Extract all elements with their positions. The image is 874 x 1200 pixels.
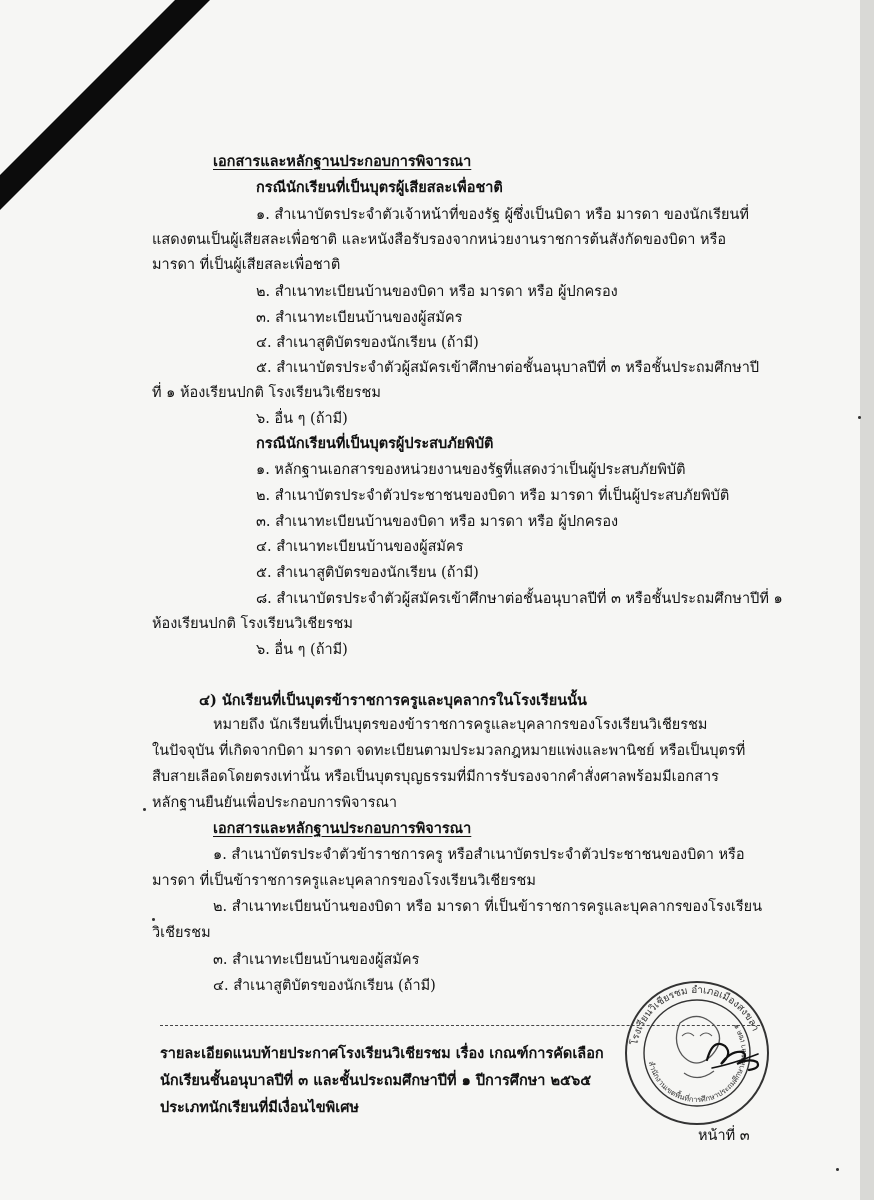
docs-heading: เอกสารและหลักฐานประกอบการพิจารณา — [213, 820, 472, 837]
definition-line: สืบสายเลือดโดยตรงเท่านั้น หรือเป็นบุตรบุญธรรมที่มีการรับรองจากคำสั่งศาลพร้อมมีเอกสาร — [152, 769, 719, 785]
case-b-item: ๔. สำเนาทะเบียนบ้านของผู้สมัคร — [256, 539, 464, 555]
case-a-item: ๕. สำเนาบัตรประจำตัวผู้สมัครเข้าศึกษาต่อชั้นอนุบาลปีที่ ๓ หรือชั้นประถมศึกษาปี — [256, 360, 760, 376]
doc-item: ๓. สำเนาทะเบียนบ้านของผู้สมัคร — [213, 952, 420, 968]
case-b-item: ๖. อื่น ๆ (ถ้ามี) — [256, 642, 348, 658]
folded-corner-inner — [0, 0, 175, 175]
case-a-item: ๓. สำเนาทะเบียนบ้านของผู้สมัคร — [256, 310, 463, 326]
scan-speck — [858, 416, 861, 419]
footer-line: รายละเอียดแนบท้ายประกาศโรงเรียนวิเชียรชม เรื่อง เกณฑ์การคัดเลือก — [160, 1045, 604, 1062]
case-b-item: ๕. สำเนาสูติบัตรของนักเรียน (ถ้ามี) — [256, 565, 479, 581]
page-number: หน้าที่ ๓ — [698, 1128, 750, 1144]
definition-line: ในปัจจุบัน ที่เกิดจากบิดา มารดา จดทะเบียนตามประมวลกฎหมายแพ่งและพานิชย์ หรือเป็นบุตรที่ — [152, 743, 746, 759]
case-b-heading: กรณีนักเรียนที่เป็นบุตรผู้ประสบภัยพิบัติ — [256, 435, 494, 452]
case-b-item: ๒. สำเนาบัตรประจำตัวประชาชนของบิดา หรือ มารดา ที่เป็นผู้ประสบภัยพิบัติ — [256, 488, 730, 504]
doc-item: มารดา ที่เป็นข้าราชการครูและบุคลากรของโรงเรียนวิเชียรชม — [152, 873, 536, 889]
doc-item: วิเชียรชม — [152, 925, 211, 941]
case-a-item: มารดา ที่เป็นผู้เสียสละเพื่อชาติ — [152, 257, 341, 273]
case-a-heading: กรณีนักเรียนที่เป็นบุตรผู้เสียสละเพื่อชาติ — [256, 179, 503, 196]
case-a-item: ๔. สำเนาสูติบัตรของนักเรียน (ถ้ามี) — [256, 335, 479, 351]
case-a-item: ๒. สำเนาทะเบียนบ้านของบิดา หรือ มารดา หรือ ผู้ปกครอง — [256, 284, 618, 300]
case-a-item: ๖. อื่น ๆ (ถ้ามี) — [256, 411, 348, 427]
definition-line: หมายถึง นักเรียนที่เป็นบุตรของข้าราชการครูและบุคลากรของโรงเรียนวิเชียรชม — [213, 717, 708, 733]
doc-item: ๔. สำเนาสูติบัตรของนักเรียน (ถ้ามี) — [213, 978, 436, 994]
case-b-item: ๑. หลักฐานเอกสารของหน่วยงานของรัฐที่แสดงว่าเป็นผู้ประสบภัยพิบัติ — [256, 462, 686, 478]
scan-speck — [152, 918, 155, 921]
case-a-item: ๑. สำเนาบัตรประจำตัวเจ้าหน้าที่ของรัฐ ผู้ซึ่งเป็นบิดา หรือ มารดา ของนักเรียนที่ — [256, 207, 749, 223]
school-stamp — [622, 978, 772, 1132]
definition-line: หลักฐานยืนยันเพื่อประกอบการพิจารณา — [152, 795, 398, 811]
footer-line: นักเรียนชั้นอนุบาลปีที่ ๓ และชั้นประถมศึกษาปีที่ ๑ ปีการศึกษา ๒๕๖๕ — [160, 1072, 592, 1089]
case-b-item: ๘. สำเนาบัตรประจำตัวผู้สมัครเข้าศึกษาต่อชั้นอนุบาลปีที่ ๓ หรือชั้นประถมศึกษาปีที่ ๑ — [256, 591, 783, 607]
case-a-item: ที่ ๑ ห้องเรียนปกติ โรงเรียนวิเชียรชม — [152, 385, 381, 401]
scan-speck — [836, 1168, 839, 1171]
doc-item: ๑. สำเนาบัตรประจำตัวข้าราชการครู หรือสำเนาบัตรประจำตัวประชาชนของบิดา หรือ — [213, 847, 745, 863]
case-b-item: ห้องเรียนปกติ โรงเรียนวิเชียรชม — [152, 616, 353, 632]
page-edge-shadow — [860, 0, 874, 1200]
footer-line: ประเภทนักเรียนที่มีเงื่อนไขพิเศษ — [160, 1099, 359, 1116]
case-b-item: ๓. สำเนาทะเบียนบ้านของบิดา หรือ มารดา หรือ ผู้ปกครอง — [256, 514, 619, 530]
doc-item: ๒. สำเนาทะเบียนบ้านของบิดา หรือ มารดา ที่เป็นข้าราชการครูและบุคลากรของโรงเรียน — [213, 899, 763, 915]
scan-speck — [143, 808, 146, 811]
svg-text:โรงเรียนวิเชียรชม อำเภอเมืองสง: โรงเรียนวิเชียรชม อำเภอเมืองสงขลา — [629, 984, 761, 1046]
docs-heading: เอกสารและหลักฐานประกอบการพิจารณา — [213, 153, 472, 170]
stamp-seal-icon — [622, 978, 772, 1128]
svg-text:สำนักงานเขตพื้นที่การศึกษาประถ: สำนักงานเขตพื้นที่การศึกษาประถมศึกษาสงขลา เขต ๑ — [646, 1022, 749, 1105]
case-a-item: แสดงตนเป็นผู้เสียสละเพื่อชาติ และหนังสือรับรองจากหน่วยงานราชการต้นสังกัดของบิดา หรือ — [152, 232, 727, 248]
section-heading: ๔) นักเรียนที่เป็นบุตรข้าราชการครูและบุคลากรในโรงเรียนนั้น — [199, 692, 587, 709]
